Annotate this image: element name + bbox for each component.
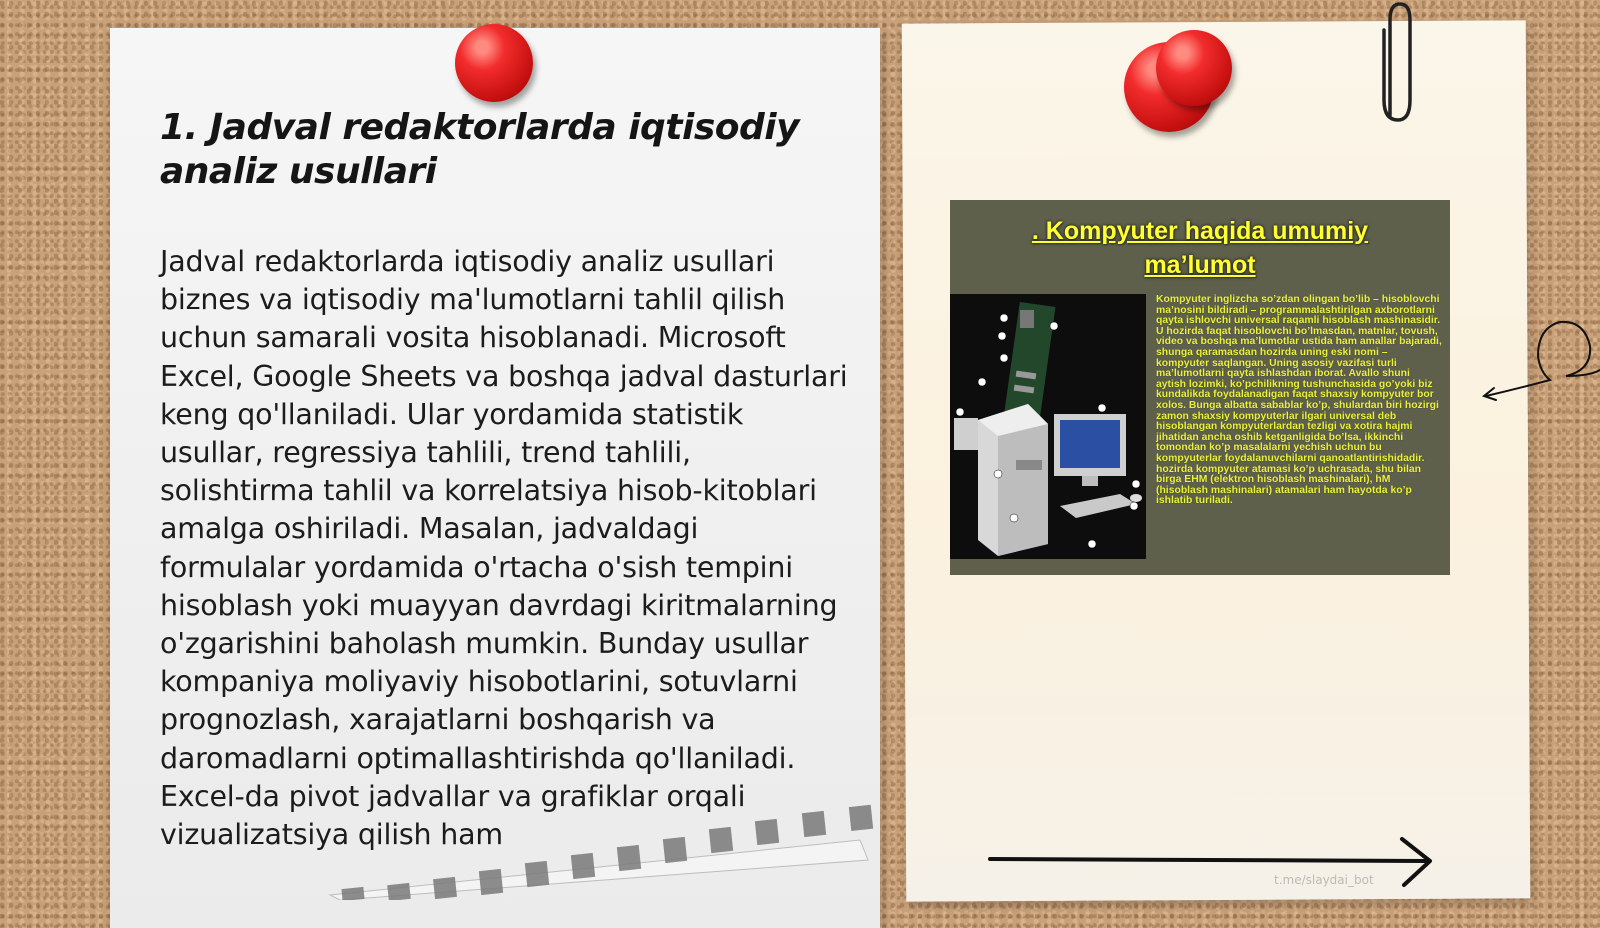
slide-title: . Kompyuter haqida umumiy ma’lumot	[1031, 217, 1369, 279]
arrow-right-icon	[988, 835, 1448, 895]
page-title: 1. Jadval redaktorlarda iqtisodiy analiz usullari	[160, 107, 800, 192]
push-pin-icon	[455, 24, 533, 102]
slide-body-text: Kompyuter inglizcha so’zdan olingan bo’lib – hisoblovchi ma’nosini bildiradi – programmalashtirilgan axborotlarni qayta ishlovchi universal raqamli hisoblash mashinasidir. U hozirda faqat hisoblovchi bo’lmasdan, matnlar, tovush, video va boshqa ma’lumotlar ustida ham amallar bajaradi, shunga qaramasdan hozirda uning eski nomi – kompyuter saqlangan. Uning asosiy vazifasi turli ma’lumotlarni qayta ishlashdan iborat. Avallo shuni aytish lozimki, ko’pchilikning tushunchasida go’yoki biz kundalikda foydalanadigan faqat shaxsiy kompyuter bor xolos. Bunga albatta sabablar ko’p, shulardan biri hozirgi zamon shaxsiy kompyuterlar ilgari universal deb hisoblangan kompyuterlardan tezligi va xotira hajmi jihatidan ancha oshib ketganligida bo’lsa, ikkinchi tomondan ko’p masalalarni yechish uchun bu kompyuterlar foydalanuvchilarni qanoatlantirishidadir. hozirda kompyuter atamasi ko’p uchrasada, shu bilan birga EHM (elektron hisoblash mashinalari), hM (hisoblash mashinalari) atamalari ham hayotda ko’p ishlatib turiladi.	[1156, 294, 1442, 507]
body-paragraph: Jadval redaktorlarda iqtisodiy analiz usullari biznes va iqtisodiy ma'lumotlarni tahlil qilish uchun samarali vosita hisoblanadi. Microsoft Excel, Google Sheets va boshqa jadval dasturlari keng qo'llaniladi. Ular yordamida statistik usullar, regressiya tahlili, trend tahlili, solishtirma tahlil va korrelatsiya hisob-kitoblari amalga oshiriladi. Masalan, jadvaldagi formulalar yordamida o'rtacha o'sish tempini hisoblash yoki muayyan davrdagi kiritmalarning o'zgarishini baholash mumkin. Bunday usullar kompaniya moliyaviy hisobotlarini, sotuvlarni prognozlash, xarajatlarni boshqarish va daromadlarni optimallashtirishda qo'llaniladi. Excel-da pivot jadvallar va grafiklar orqali vizualizatsiya qilish ham	[160, 245, 848, 852]
push-pin-icon	[1156, 30, 1232, 106]
paper-clip-icon	[1372, 0, 1422, 130]
torn-tape-decoration	[320, 800, 880, 900]
slide-image	[950, 200, 1450, 575]
doodle-arrow-icon	[1480, 312, 1600, 412]
computer-photo	[950, 294, 1146, 559]
watermark: t.me/slaydai_bot	[1274, 873, 1374, 887]
computer-illustration-icon	[950, 294, 1146, 559]
